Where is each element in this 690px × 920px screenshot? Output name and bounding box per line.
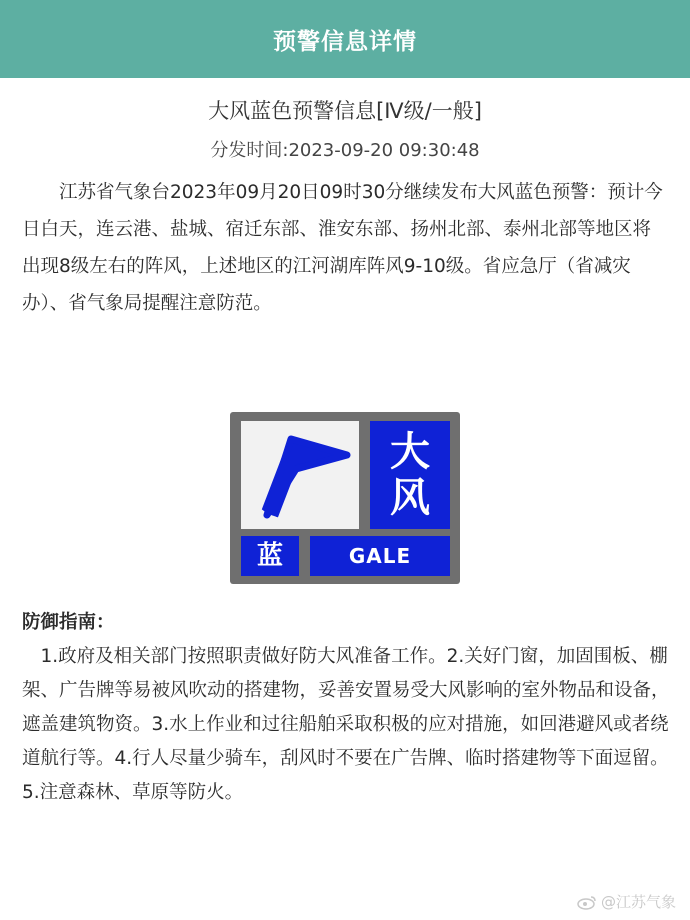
sign-char-da: 大	[390, 429, 430, 475]
page-title: 预警信息详情	[273, 28, 417, 55]
sign-title-block	[370, 421, 450, 529]
warning-title: 大风蓝色预警信息[Ⅳ级/一般]	[208, 99, 482, 123]
sign-char-feng: 风	[390, 475, 430, 521]
weibo-icon	[577, 894, 597, 910]
issue-time: 分发时间:2023-09-20 09:30:48	[210, 140, 480, 161]
gale-flag-icon	[241, 421, 359, 529]
warning-content: 江苏省气象台2023年09月20日09时30分继续发布大风蓝色预警：预计今日白天，连云港、盐城、宿迁东部、淮安东部、扬州北部、泰州北部等地区将出现8级左右的阵风，上述地区的江河湖库阵风9-10级。省应急厅（省减灾办）、省气象局提醒注意防范。	[22, 182, 663, 314]
gale-blue-warning-sign	[230, 412, 460, 584]
guide-heading: 防御指南：	[22, 612, 115, 633]
sign-icon-panel	[241, 421, 359, 529]
sign-english-label: GALE	[310, 536, 450, 576]
defense-guide	[22, 606, 672, 810]
watermark-text: @江苏气象	[600, 893, 676, 911]
app-header	[0, 0, 690, 78]
sign-color-label: 蓝	[241, 536, 299, 576]
watermark	[577, 891, 676, 912]
guide-text: 1.政府及相关部门按照职责做好防大风准备工作。2.关好门窗，加固围板、棚架、广告牌等易被风吹动的搭建物，妥善安置易受大风影响的室外物品和设备，遮盖建筑物资。3.水上作业和过往船舶采取积极的应对措施，如回港避风或者绕道航行等。4.行人尽量少骑车，刮风时不要在广告牌、临时搭建物等下面逗留。5.注意森林、草原等防火。	[22, 646, 670, 803]
